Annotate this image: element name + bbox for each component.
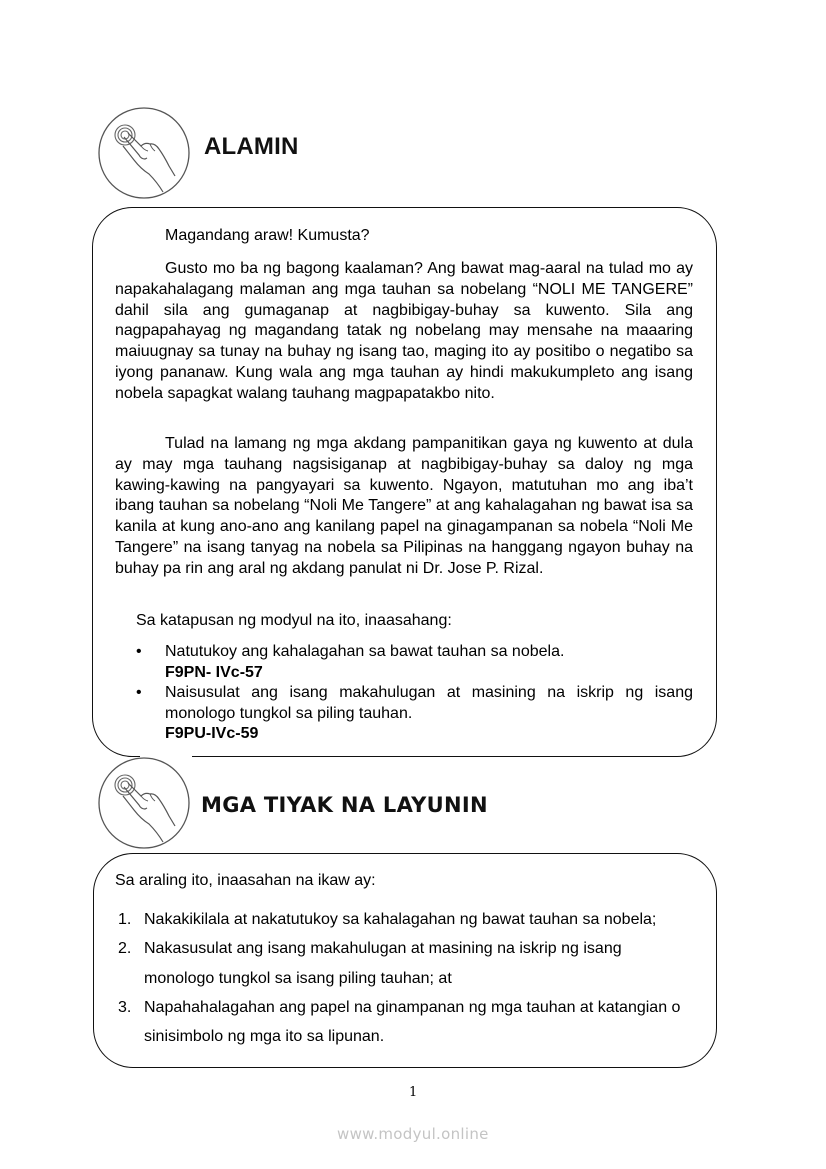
competency-code: F9PN- IVc-57: [165, 663, 263, 681]
bullet-icon: •: [136, 684, 142, 701]
competency-code: F9PU-IVc-59: [165, 725, 259, 742]
objective-item: [118, 934, 698, 993]
objectives-list: [118, 905, 698, 1051]
objective-item: [118, 993, 698, 1052]
competency-list: [136, 642, 693, 745]
watermark-text: www.modyul.online: [337, 1125, 489, 1143]
objective-item: [118, 905, 698, 934]
section-title-tiyak-na-layunin: MGA TIYAK NA LAYUNIN: [201, 793, 488, 817]
hand-touch-icon: [97, 106, 191, 200]
competency-item: [136, 642, 693, 683]
section-title-alamin: ALAMIN: [204, 133, 299, 160]
objective-number: 3.: [118, 998, 132, 1016]
greeting-text: Magandang araw! Kumusta?: [165, 227, 370, 244]
objective-text: Nakasusulat ang isang makahulugan at masining na iskrip ng isang monologo tungkol sa isang piling tauhan; at: [144, 940, 622, 987]
intro-paragraph-1: Gusto mo ba ng bagong kaalaman? Ang bawat mag-aaral na tulad mo ay napakahalagang malaman ang mga tauhan sa nobelang “NOLI ME TANGERE” dahil sila ang gumaganap at nagbibigay-buhay sa kuwento. Sila ang nagpapahayag ng magandang tatak ng nobelang may mensahe na maaaring maiuugnay sa tunay na buhay ng isang tao, maging ito ay positibo o negatibo sa iyong pananaw. Kung wala ang mga tauhan ay hindi makukumpleto ang isang nobela sapagkat walang tauhang magpapatakbo nito.: [115, 260, 693, 402]
hand-touch-icon: [97, 756, 191, 850]
competency-text: Natutukoy ang kahalagahan sa bawat tauhan sa nobela.: [165, 643, 565, 660]
objective-number: 2.: [118, 940, 132, 958]
intro-paragraph-2: Tulad na lamang ng mga akdang pampanitikan gaya ng kuwento at dula ay may mga tauhang nagsisiganap at nagbibigay-buhay sa daloy ng mga kawing-kawing na pangyayari sa kuwento. Ngayon, matutuhan mo ang iba’t ibang tauhan sa nobelang “Noli Me Tangere” at ang kahalagahan ng bawat isa sa kanila at kung ano-ano ang kanilang papel na ginagampanan sa nobela “Noli Me Tangere” na isang tanyag na nobela sa Pilipinas na hanggang ngayon buhay na buhay pa rin ang aral ng akdang panulat ni Dr. Jose P. Rizal.: [115, 435, 693, 577]
lead-in-text: Sa katapusan ng modyul na ito, inaasahang:: [136, 612, 452, 629]
layunin-intro-text: Sa araling ito, inaasahan na ikaw ay:: [115, 872, 376, 889]
objective-text: Nakakikilala at nakatutukoy sa kahalagahan ng bawat tauhan sa nobela;: [144, 911, 657, 928]
competency-text: Naisusulat ang isang makahulugan at masining na iskrip ng isang monologo tungkol sa piling tauhan.: [165, 684, 693, 722]
objective-text: Napahahalagahan ang papel na ginampanan ng mga tauhan at katangian o sinisimbolo ng mga ito sa lipunan.: [144, 998, 681, 1046]
competency-item: [136, 683, 693, 745]
bullet-icon: •: [136, 643, 142, 660]
page-number: 1: [409, 1085, 418, 1100]
objective-number: 1.: [118, 911, 132, 928]
